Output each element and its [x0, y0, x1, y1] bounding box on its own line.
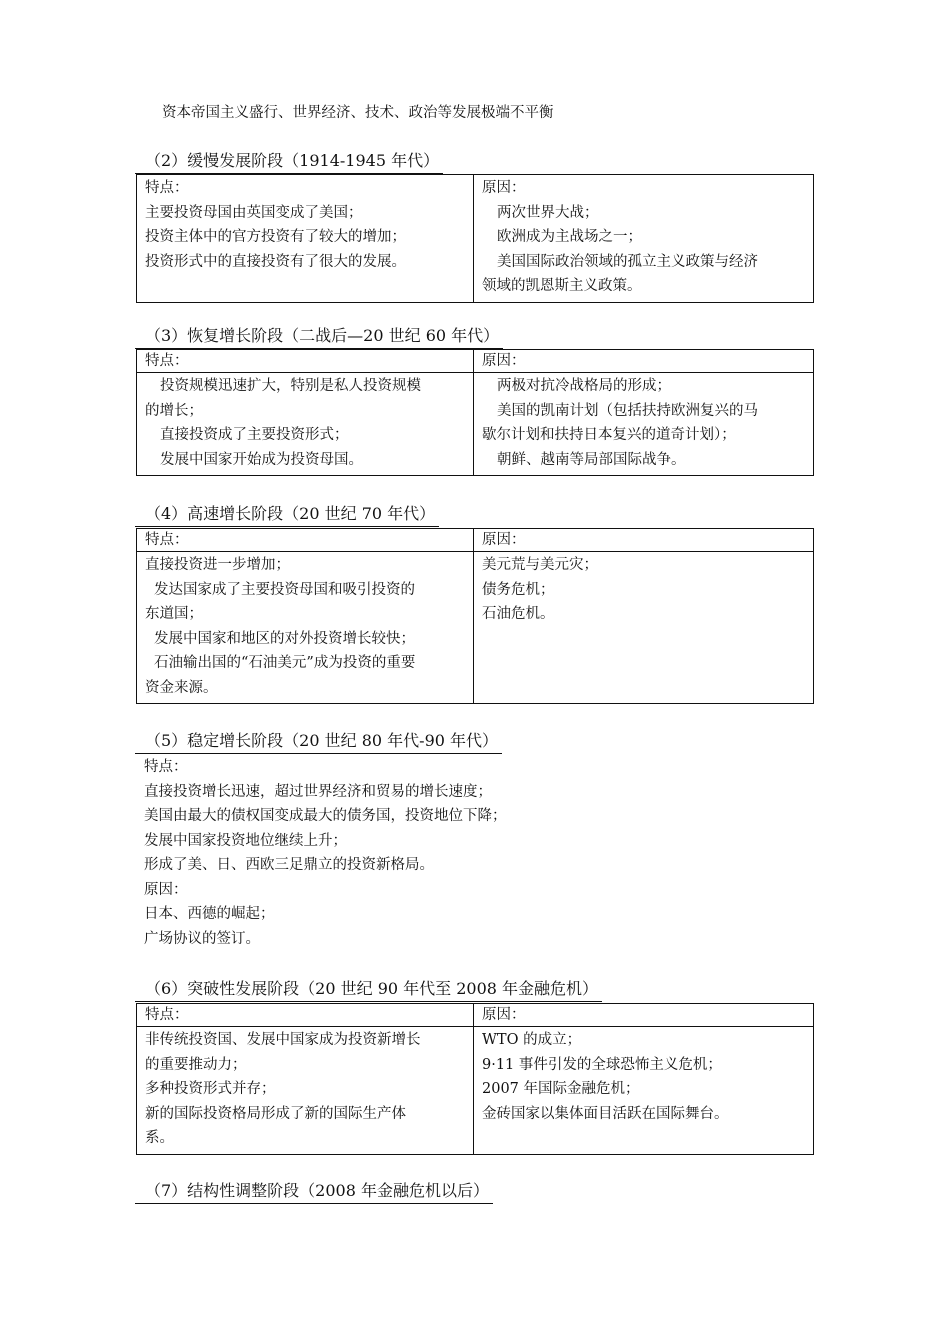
section-7-heading: （7）结构性调整阶段（2008 年金融危机以后）: [135, 1180, 493, 1204]
feature-item: 的增长；: [145, 402, 203, 419]
reason-item: WTO 的成立；: [482, 1032, 582, 1048]
section-5-line: 特点：: [144, 759, 188, 775]
section-4-heading: （4）高速增长阶段（20 世纪 70 年代）: [135, 503, 439, 527]
features-label: 特点：: [145, 180, 189, 196]
feature-item: 投资形式中的直接投资有了很大的发展。: [145, 253, 406, 270]
feature-item: 发达国家成了主要投资母国和吸引投资的: [154, 581, 415, 598]
section-5-line: 形成了美、日、西欧三足鼎立的投资新格局。: [144, 857, 434, 873]
feature-item: 东道国；: [145, 606, 203, 622]
features-label: 特点：: [137, 350, 474, 373]
section-4-features-cell: [137, 552, 474, 704]
feature-item: 多种投资形式并存；: [145, 1081, 276, 1097]
reason-item: 欧洲成为主战场之一；: [497, 229, 642, 245]
reason-item: 两极对抗冷战格局的形成；: [497, 378, 671, 394]
reason-item: 债务危机；: [482, 581, 555, 598]
feature-item: 发展中国家开始成为投资母国。: [160, 451, 363, 468]
feature-item: 直接投资成了主要投资形式；: [160, 427, 349, 443]
reason-item: 美国的凯南计划（包括扶持欧洲复兴的马: [497, 402, 758, 419]
reason-item: 石油危机。: [482, 606, 555, 622]
feature-item: 投资主体中的官方投资有了较大的增加；: [145, 229, 406, 245]
section-6-heading: （6）突破性发展阶段（20 世纪 90 年代至 2008 年金融危机）: [135, 978, 602, 1002]
section-6-table: [136, 1003, 814, 1155]
section-3-reasons-cell: [474, 373, 814, 476]
section-4-reasons-cell: [474, 552, 814, 704]
feature-item: 资金来源。: [145, 679, 218, 696]
feature-item: 石油输出国的“石油美元”成为投资的重要: [154, 655, 416, 671]
features-label: 特点：: [137, 529, 474, 552]
reason-item: 两次世界大战；: [497, 204, 599, 221]
feature-item: 非传统投资国、发展中国家成为投资新增长: [145, 1032, 421, 1048]
reason-item: 9·11 事件引发的全球恐怖主义危机；: [482, 1056, 722, 1073]
intro-text: 资本帝国主义盛行、世界经济、技术、政治等发展极端不平衡: [162, 105, 554, 121]
section-2-reasons-cell: [474, 175, 814, 303]
feature-item: 主要投资母国由英国变成了美国；: [145, 204, 363, 221]
reasons-label: 原因：: [474, 529, 814, 552]
feature-item: 发展中国家和地区的对外投资增长较快；: [154, 630, 415, 647]
section-5-line: 直接投资增长迅速，超过世界经济和贸易的增长速度；: [144, 783, 492, 800]
reasons-label: 原因：: [482, 180, 526, 196]
section-3-table: [136, 349, 814, 476]
reason-item: 领域的凯恩斯主义政策。: [482, 278, 642, 294]
feature-item: 直接投资进一步增加；: [145, 557, 290, 573]
section-5-line: 日本、西德的崛起；: [144, 906, 275, 922]
section-4-table: [136, 528, 814, 704]
reasons-label: 原因：: [474, 350, 814, 373]
reason-item: 美国国际政治领域的孤立主义政策与经济: [497, 253, 758, 270]
feature-item: 系。: [145, 1130, 174, 1146]
section-5-line: 发展中国家投资地位继续上升；: [144, 832, 347, 849]
section-5-line: 广场协议的签订。: [144, 930, 260, 947]
section-3-heading: （3）恢复增长阶段（二战后—20 世纪 60 年代）: [135, 325, 503, 349]
section-2-heading: （2）缓慢发展阶段（1914-1945 年代）: [135, 150, 443, 174]
section-2-table: [136, 174, 814, 303]
reason-item: 歇尔计划和扶持日本复兴的道奇计划）；: [482, 427, 736, 443]
section-2-features-cell: [137, 175, 474, 303]
reason-item: 金砖国家以集体面目活跃在国际舞台。: [482, 1105, 729, 1122]
section-5-line: 美国由最大的债权国变成最大的债务国，投资地位下降；: [144, 808, 507, 824]
section-3-features-cell: [137, 373, 474, 476]
section-6-reasons-cell: [474, 1027, 814, 1155]
feature-item: 新的国际投资格局形成了新的国际生产体: [145, 1105, 406, 1122]
reason-item: 美元荒与美元灾；: [482, 557, 598, 573]
features-label: 特点：: [137, 1004, 474, 1027]
feature-item: 的重要推动力；: [145, 1056, 247, 1073]
reasons-label: 原因：: [474, 1004, 814, 1027]
section-5-body: [144, 755, 507, 951]
reason-item: 2007 年国际金融危机；: [482, 1081, 640, 1097]
section-5-heading: （5）稳定增长阶段（20 世纪 80 年代-90 年代）: [135, 730, 502, 754]
feature-item: 投资规模迅速扩大，特别是私人投资规模: [160, 378, 421, 394]
section-6-features-cell: [137, 1027, 474, 1155]
section-5-line: 原因：: [144, 881, 188, 898]
reason-item: 朝鲜、越南等局部国际战争。: [497, 451, 686, 468]
